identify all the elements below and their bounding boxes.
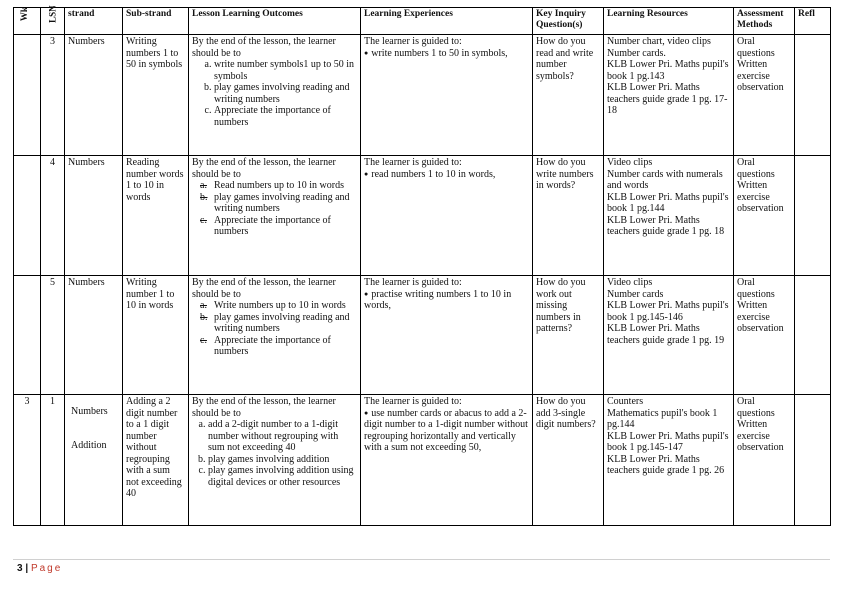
- resource-item: KLB Lower Pri. Maths pupil's book 1 pg.145-146: [607, 300, 729, 323]
- resource-item: KLB Lower Pri. Maths pupil's book 1 pg.145-147: [607, 430, 729, 453]
- cell-resources: [604, 276, 734, 395]
- cell-assessment: [734, 35, 795, 156]
- assessment-item: Oral questions: [737, 157, 775, 180]
- cell-reflection: [795, 395, 831, 526]
- cell-resources: [604, 35, 734, 156]
- cell-substrand: Reading number words 1 to 10 in words: [123, 156, 189, 276]
- header-substrand: Sub-strand: [123, 8, 189, 35]
- lesson-plan-table: [13, 7, 831, 526]
- cell-wk: [14, 276, 41, 395]
- cell-assessment: [734, 395, 795, 526]
- cell-inquiry: How do you work out missing numbers in patterns?: [533, 276, 604, 395]
- cell-lsn: 5: [41, 276, 65, 395]
- header-row: [14, 8, 831, 35]
- assessment-item: observation: [737, 82, 784, 93]
- header-experiences: Learning Experiences: [361, 8, 533, 35]
- resource-item: KLB Lower Pri. Maths teachers guide grade 1 pg. 17-18: [607, 82, 728, 116]
- outcome-intro: By the end of the lesson, the learner should be to: [192, 277, 336, 300]
- header-strand: strand: [65, 8, 123, 35]
- footer-divider: [13, 559, 830, 560]
- assessment-item: observation: [737, 203, 784, 214]
- cell-outcomes: [189, 156, 361, 276]
- experience-intro: The learner is guided to:: [364, 396, 462, 407]
- cell-reflection: [795, 35, 831, 156]
- cell-strand: Numbers: [65, 156, 123, 276]
- assessment-item: observation: [737, 323, 784, 334]
- strand-name: Addition: [71, 439, 107, 451]
- experience-item: ● write numbers 1 to 50 in symbols,: [364, 48, 529, 60]
- assessment-item: Written exercise: [737, 180, 770, 203]
- table-row: [14, 35, 831, 156]
- page-number: 3: [17, 563, 23, 574]
- header-assessment: Assessment Methods: [734, 8, 795, 35]
- header-outcomes: Lesson Learning Outcomes: [189, 8, 361, 35]
- cell-inquiry: How do you write numbers in words?: [533, 156, 604, 276]
- outcome-list: [192, 59, 357, 128]
- cell-resources: [604, 395, 734, 526]
- resource-item: Video clips: [607, 157, 653, 168]
- cell-wk: 3: [14, 395, 41, 526]
- outcome-intro: By the end of the lesson, the learner should be to: [192, 157, 336, 180]
- outcome-item: b. play games involving reading and writing numbers: [214, 82, 357, 105]
- outcome-item: a. add a 2-digit number to a 1-digit number without regrouping with sum not exceeding 40: [208, 419, 357, 454]
- cell-substrand: Writing numbers 1 to 50 in symbols: [123, 35, 189, 156]
- cell-experiences: [361, 395, 533, 526]
- resource-item: Number cards: [607, 288, 664, 300]
- outcome-item: b. play games involving addition: [208, 454, 357, 466]
- cell-assessment: [734, 276, 795, 395]
- cell-substrand: Writing number 1 to 10 in words: [123, 276, 189, 395]
- strand-name: Numbers: [71, 406, 108, 417]
- table-row: [14, 276, 831, 395]
- assessment-item: Written exercise: [737, 419, 770, 442]
- header-inquiry: Key Inquiry Question(s): [533, 8, 604, 35]
- cell-strand: [65, 395, 123, 526]
- outcome-item: a. write number symbols1 up to 50 in symbols: [214, 59, 357, 82]
- outcome-item: a. Write numbers up to 10 in words: [200, 300, 346, 311]
- page-label: Page: [30, 563, 63, 574]
- resource-item: Number chart, video clips: [607, 36, 711, 47]
- resource-item: Counters: [607, 396, 644, 407]
- cell-inquiry: How do you add 3-single digit numbers?: [533, 395, 604, 526]
- resource-item: KLB Lower Pri. Maths pupil's book 1 pg.144: [607, 191, 729, 214]
- cell-assessment: [734, 156, 795, 276]
- outcome-item: b. play games involving reading and writing numbers: [200, 311, 350, 334]
- cell-outcomes: [189, 276, 361, 395]
- assessment-item: Written exercise: [737, 300, 770, 323]
- outcome-item: a. Read numbers up to 10 in words: [200, 180, 344, 191]
- page-footer: [17, 563, 62, 574]
- cell-resources: [604, 156, 734, 276]
- resource-item: KLB Lower Pri. Maths teachers guide grade 1 pg. 19: [607, 323, 725, 346]
- assessment-item: Oral questions: [737, 277, 775, 300]
- cell-strand: Numbers: [65, 276, 123, 395]
- table-row: [14, 395, 831, 526]
- cell-reflection: [795, 156, 831, 276]
- cell-wk: [14, 35, 41, 156]
- header-reflection: Refl: [795, 8, 831, 35]
- experience-item: ● use number cards or abacus to add a 2-digit number to a 1-digit number without regrouping horizontally and vertically with a sum not exceeding 50,: [364, 408, 529, 454]
- cell-lsn: 4: [41, 156, 65, 276]
- outcome-intro: By the end of the lesson, the learner should be to: [192, 396, 336, 419]
- experience-intro: The learner is guided to:: [364, 36, 462, 47]
- cell-experiences: [361, 35, 533, 156]
- outcome-item: c. Appreciate the importance of numbers: [200, 334, 331, 357]
- resource-item: Number cards with numerals and words: [607, 168, 723, 191]
- footer-separator: |: [25, 563, 29, 574]
- resource-item: KLB Lower Pri. Maths teachers guide grade 1 pg. 26: [607, 453, 725, 476]
- resource-item: KLB Lower Pri. Maths teachers guide grade 1 pg. 18: [607, 214, 725, 237]
- outcome-item: b. play games involving reading and writing numbers: [200, 191, 350, 214]
- resource-item: Video clips: [607, 277, 653, 288]
- cell-wk: [14, 156, 41, 276]
- table-row: [14, 156, 831, 276]
- cell-inquiry: How do you read and write number symbols?: [533, 35, 604, 156]
- header-lsn: LSN: [41, 8, 65, 35]
- cell-lsn: 1: [41, 395, 65, 526]
- cell-strand: Numbers: [65, 35, 123, 156]
- resource-item: KLB Lower Pri. Maths pupil's book 1 pg.143: [607, 59, 729, 82]
- assessment-item: observation: [737, 442, 784, 453]
- experience-intro: The learner is guided to:: [364, 157, 462, 168]
- header-resources: Learning Resources: [604, 8, 734, 35]
- experience-item: ● read numbers 1 to 10 in words,: [364, 169, 529, 181]
- cell-substrand: Adding a 2 digit number to a 1 digit number without regrouping with a sum not exceeding 40: [123, 395, 189, 526]
- experience-item: ● practise writing numbers 1 to 10 in words,: [364, 289, 529, 312]
- cell-outcomes: [189, 35, 361, 156]
- header-wk: Wk: [14, 8, 41, 35]
- outcome-item: c. Appreciate the importance of numbers: [214, 105, 357, 128]
- experience-intro: The learner is guided to:: [364, 277, 462, 288]
- assessment-item: Oral questions: [737, 36, 775, 59]
- resource-item: Number cards.: [607, 47, 666, 59]
- resource-item: Mathematics pupil's book 1 pg.144: [607, 407, 718, 430]
- cell-outcomes: [189, 395, 361, 526]
- assessment-item: Oral questions: [737, 396, 775, 419]
- cell-reflection: [795, 276, 831, 395]
- outcome-item: c. Appreciate the importance of numbers: [200, 214, 331, 237]
- cell-experiences: [361, 276, 533, 395]
- cell-lsn: 3: [41, 35, 65, 156]
- outcome-list: [192, 180, 357, 238]
- assessment-item: Written exercise: [737, 59, 770, 82]
- outcome-list: [192, 419, 357, 488]
- outcome-item: c. play games involving addition using digital devices or other resources: [208, 465, 357, 488]
- outcome-list: [192, 300, 357, 358]
- cell-experiences: [361, 156, 533, 276]
- outcome-intro: By the end of the lesson, the learner should be to: [192, 36, 336, 59]
